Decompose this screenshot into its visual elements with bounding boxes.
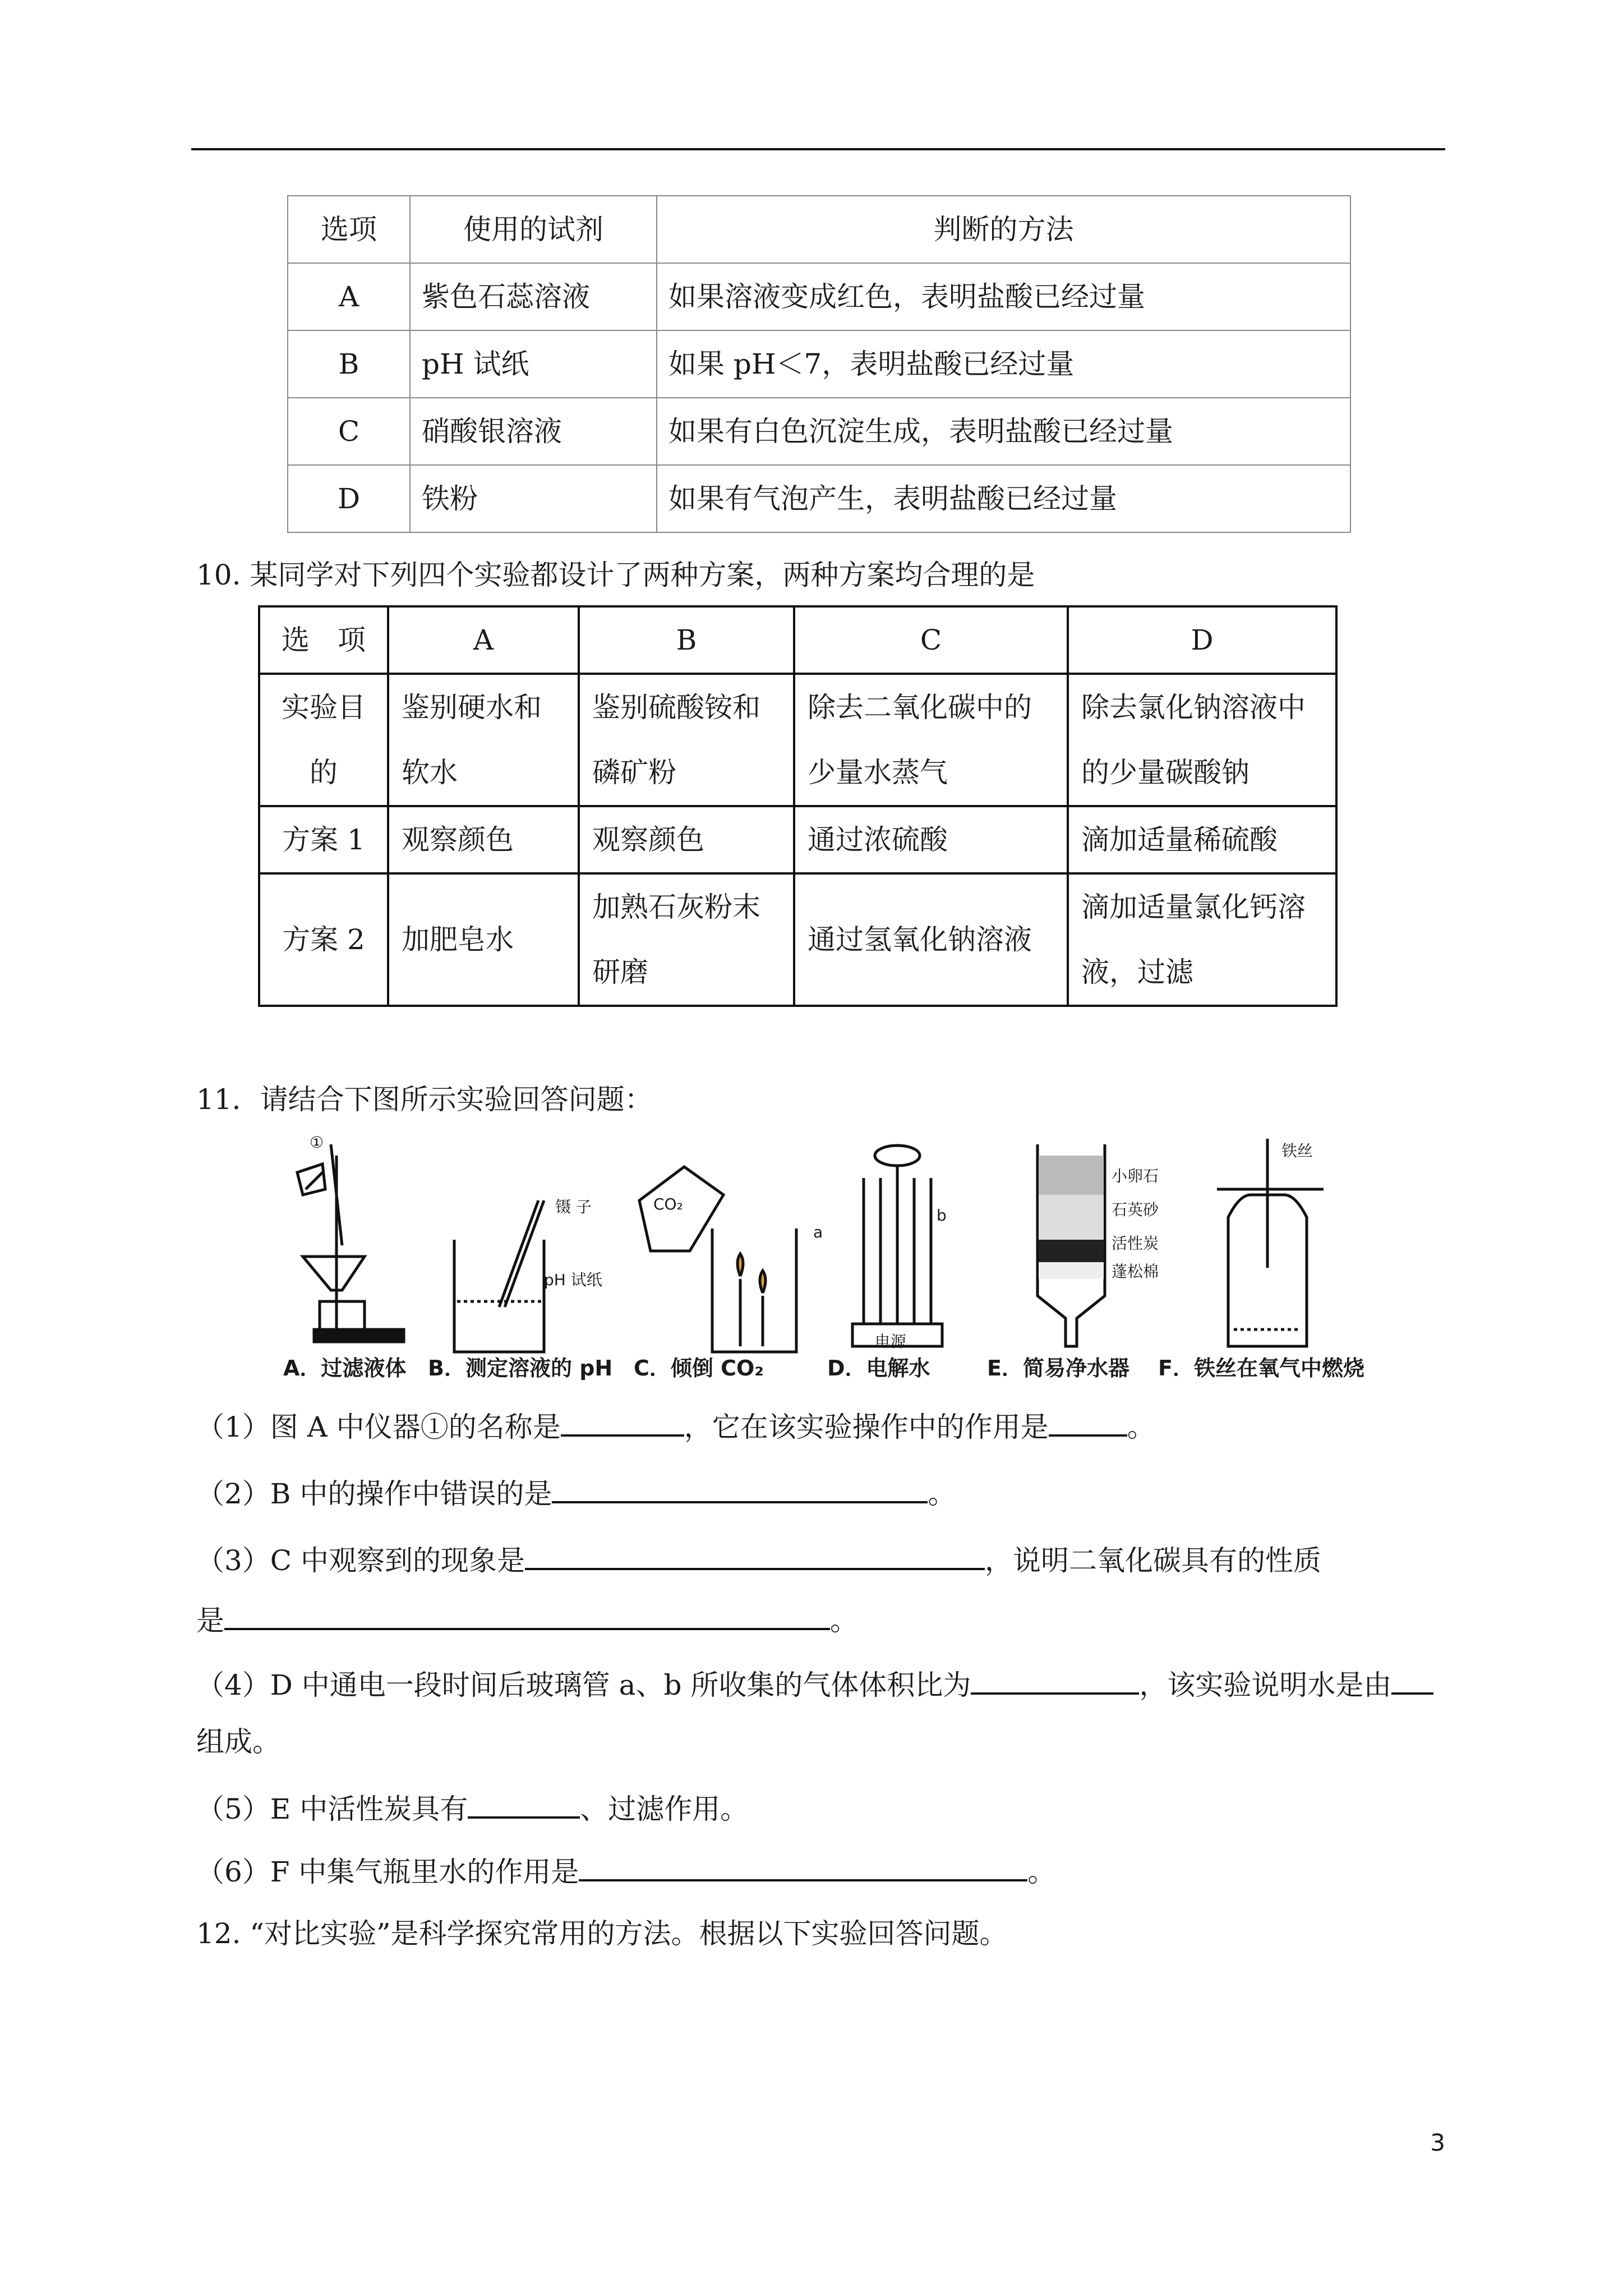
answer-blank[interactable] [971,1663,1139,1695]
electrolysis-apparatus-icon [852,1145,942,1346]
table-cell: 除去氯化钠溶液中的少量碳酸钠 [1068,674,1336,806]
q11-part-3-cont: 是 。 [196,1599,858,1640]
experiment-figures [280,1133,1357,1386]
table-cell: 如果有白色沉淀生成，表明盐酸已经过量 [657,398,1350,465]
q11-part-6: （6）F 中集气瓶里水的作用是 。 [196,1850,1055,1892]
table-cell: 滴加适量氯化钙溶液，过滤 [1068,873,1336,1006]
table-cell: C [288,398,410,465]
answer-blank[interactable] [224,1599,830,1630]
figure-a-marker: ① [310,1133,324,1152]
table-cell: 滴加适量稀硫酸 [1068,806,1336,873]
reagent-table [287,195,1351,533]
table-cell: 硝酸银溶液 [410,398,657,465]
table-row [259,674,1336,806]
header-rule [191,148,1445,150]
table-header-cell: 使用的试剂 [410,196,657,263]
table-cell: 通过浓硫酸 [794,806,1068,873]
table-cell: 加肥皂水 [388,873,579,1006]
table-row [288,465,1350,532]
page-number: 3 [1430,2129,1445,2156]
figure-d-a-label: a [813,1223,823,1241]
table-header-cell: B [579,606,794,674]
table-cell: D [288,465,410,532]
table-cell: 加熟石灰粉末研磨 [579,873,794,1006]
answer-blank[interactable] [1049,1405,1127,1437]
answer-blank[interactable] [468,1787,580,1819]
table-cell: 鉴别硫酸铵和磷矿粉 [579,674,794,806]
table-cell: 铁粉 [410,465,657,532]
water-purifier-apparatus-icon [1038,1144,1105,1346]
answer-blank[interactable] [525,1539,985,1570]
q11-part-2: （2）B 中的操作中错误的是 。 [196,1472,956,1513]
figure-b-tweezers-label: 镊 子 [555,1198,592,1216]
table-cell: 除去二氧化碳中的少量水蒸气 [794,674,1068,806]
table-cell: pH 试纸 [410,330,657,398]
answer-blank[interactable] [579,1850,1027,1881]
table-cell: 如果有气泡产生，表明盐酸已经过量 [657,465,1350,532]
table-header-cell: 选 项 [259,606,388,674]
table-header-cell: A [388,606,579,674]
q11-part-5: （5）E 中活性炭具有 、过滤作用。 [196,1787,748,1829]
table-cell: 实验目的 [259,674,388,806]
figure-d-power-label: 电源 [875,1332,907,1351]
table-row [288,196,1350,263]
figure-e-layer-label: 小卵石 [1112,1167,1159,1185]
figure-label-f: F．铁丝在氧气中燃烧 [1158,1356,1364,1381]
question-11: 11．请结合下图所示实验回答问题： [196,1083,653,1116]
table-cell: 通过氢氧化钠溶液 [794,873,1068,1006]
table-cell: 紫色石蕊溶液 [410,263,657,330]
table-cell: A [288,263,410,330]
table-cell: 鉴别硬水和软水 [388,674,579,806]
answer-blank[interactable] [1391,1663,1433,1695]
table-cell: 如果溶液变成红色，表明盐酸已经过量 [657,263,1350,330]
table-header-cell: C [794,606,1068,674]
table-cell: 方案 2 [259,873,388,1006]
ph-test-apparatus-icon [454,1200,544,1352]
table-row [259,606,1336,674]
table-cell: 如果 pH＜7，表明盐酸已经过量 [657,330,1350,398]
table-cell: B [288,330,410,398]
figure-label-a: A．过滤液体 [283,1356,407,1381]
figure-label-c: C．倾倒 CO₂ [634,1356,764,1381]
iron-wire-apparatus-icon [1217,1139,1324,1346]
figure-e-layer-label: 石英砂 [1112,1200,1159,1219]
table-header-cell: 选项 [288,196,410,263]
figure-e-layer-label: 蓬松棉 [1112,1262,1159,1281]
q11-part-4: （4）D 中通电一段时间后玻璃管 a、b 所收集的气体体积比为 ，该实验说明水是由 [196,1663,1433,1705]
figure-label-d: D．电解水 [827,1356,930,1381]
q11-part-1: （1）图 A 中仪器①的名称是 ，它在该实验操作中的作用是 。 [196,1405,1155,1447]
figure-c-bottle-label: CO₂ [653,1195,683,1213]
q11-part-3: （3）C 中观察到的现象是 ，说明二氧化碳具有的性质 [196,1539,1321,1580]
table-row [259,873,1336,1006]
table-header-cell: D [1068,606,1336,674]
table-row [259,806,1336,873]
table-row [288,398,1350,465]
answer-blank[interactable] [561,1405,684,1437]
figure-d-b-label: b [937,1206,947,1225]
table-cell: 观察颜色 [579,806,794,873]
figure-f-wire-label: 铁丝 [1281,1142,1313,1160]
q11-part-4-cont: 组成。 [196,1726,280,1758]
question-10: 10. 某同学对下列四个实验都设计了两种方案，两种方案均合理的是 [196,559,1035,591]
question-12: 12. “对比实验”是科学探究常用的方法。根据以下实验回答问题。 [196,1917,1008,1950]
table-cell: 方案 1 [259,806,388,873]
filtration-apparatus-icon [297,1144,404,1342]
figure-b-paper-label: pH 试纸 [544,1271,602,1289]
table-header-cell: 判断的方法 [657,196,1350,263]
experiment-plan-table [258,605,1338,1007]
answer-blank[interactable] [552,1472,928,1503]
figure-e-layer-label: 活性炭 [1112,1234,1159,1253]
figure-label-b: B．测定溶液的 pH [428,1356,613,1381]
table-row [288,330,1350,398]
figure-label-e: E．简易净水器 [987,1356,1129,1381]
apparatus-drawings [280,1133,1357,1358]
table-row [288,263,1350,330]
table-cell: 观察颜色 [388,806,579,873]
